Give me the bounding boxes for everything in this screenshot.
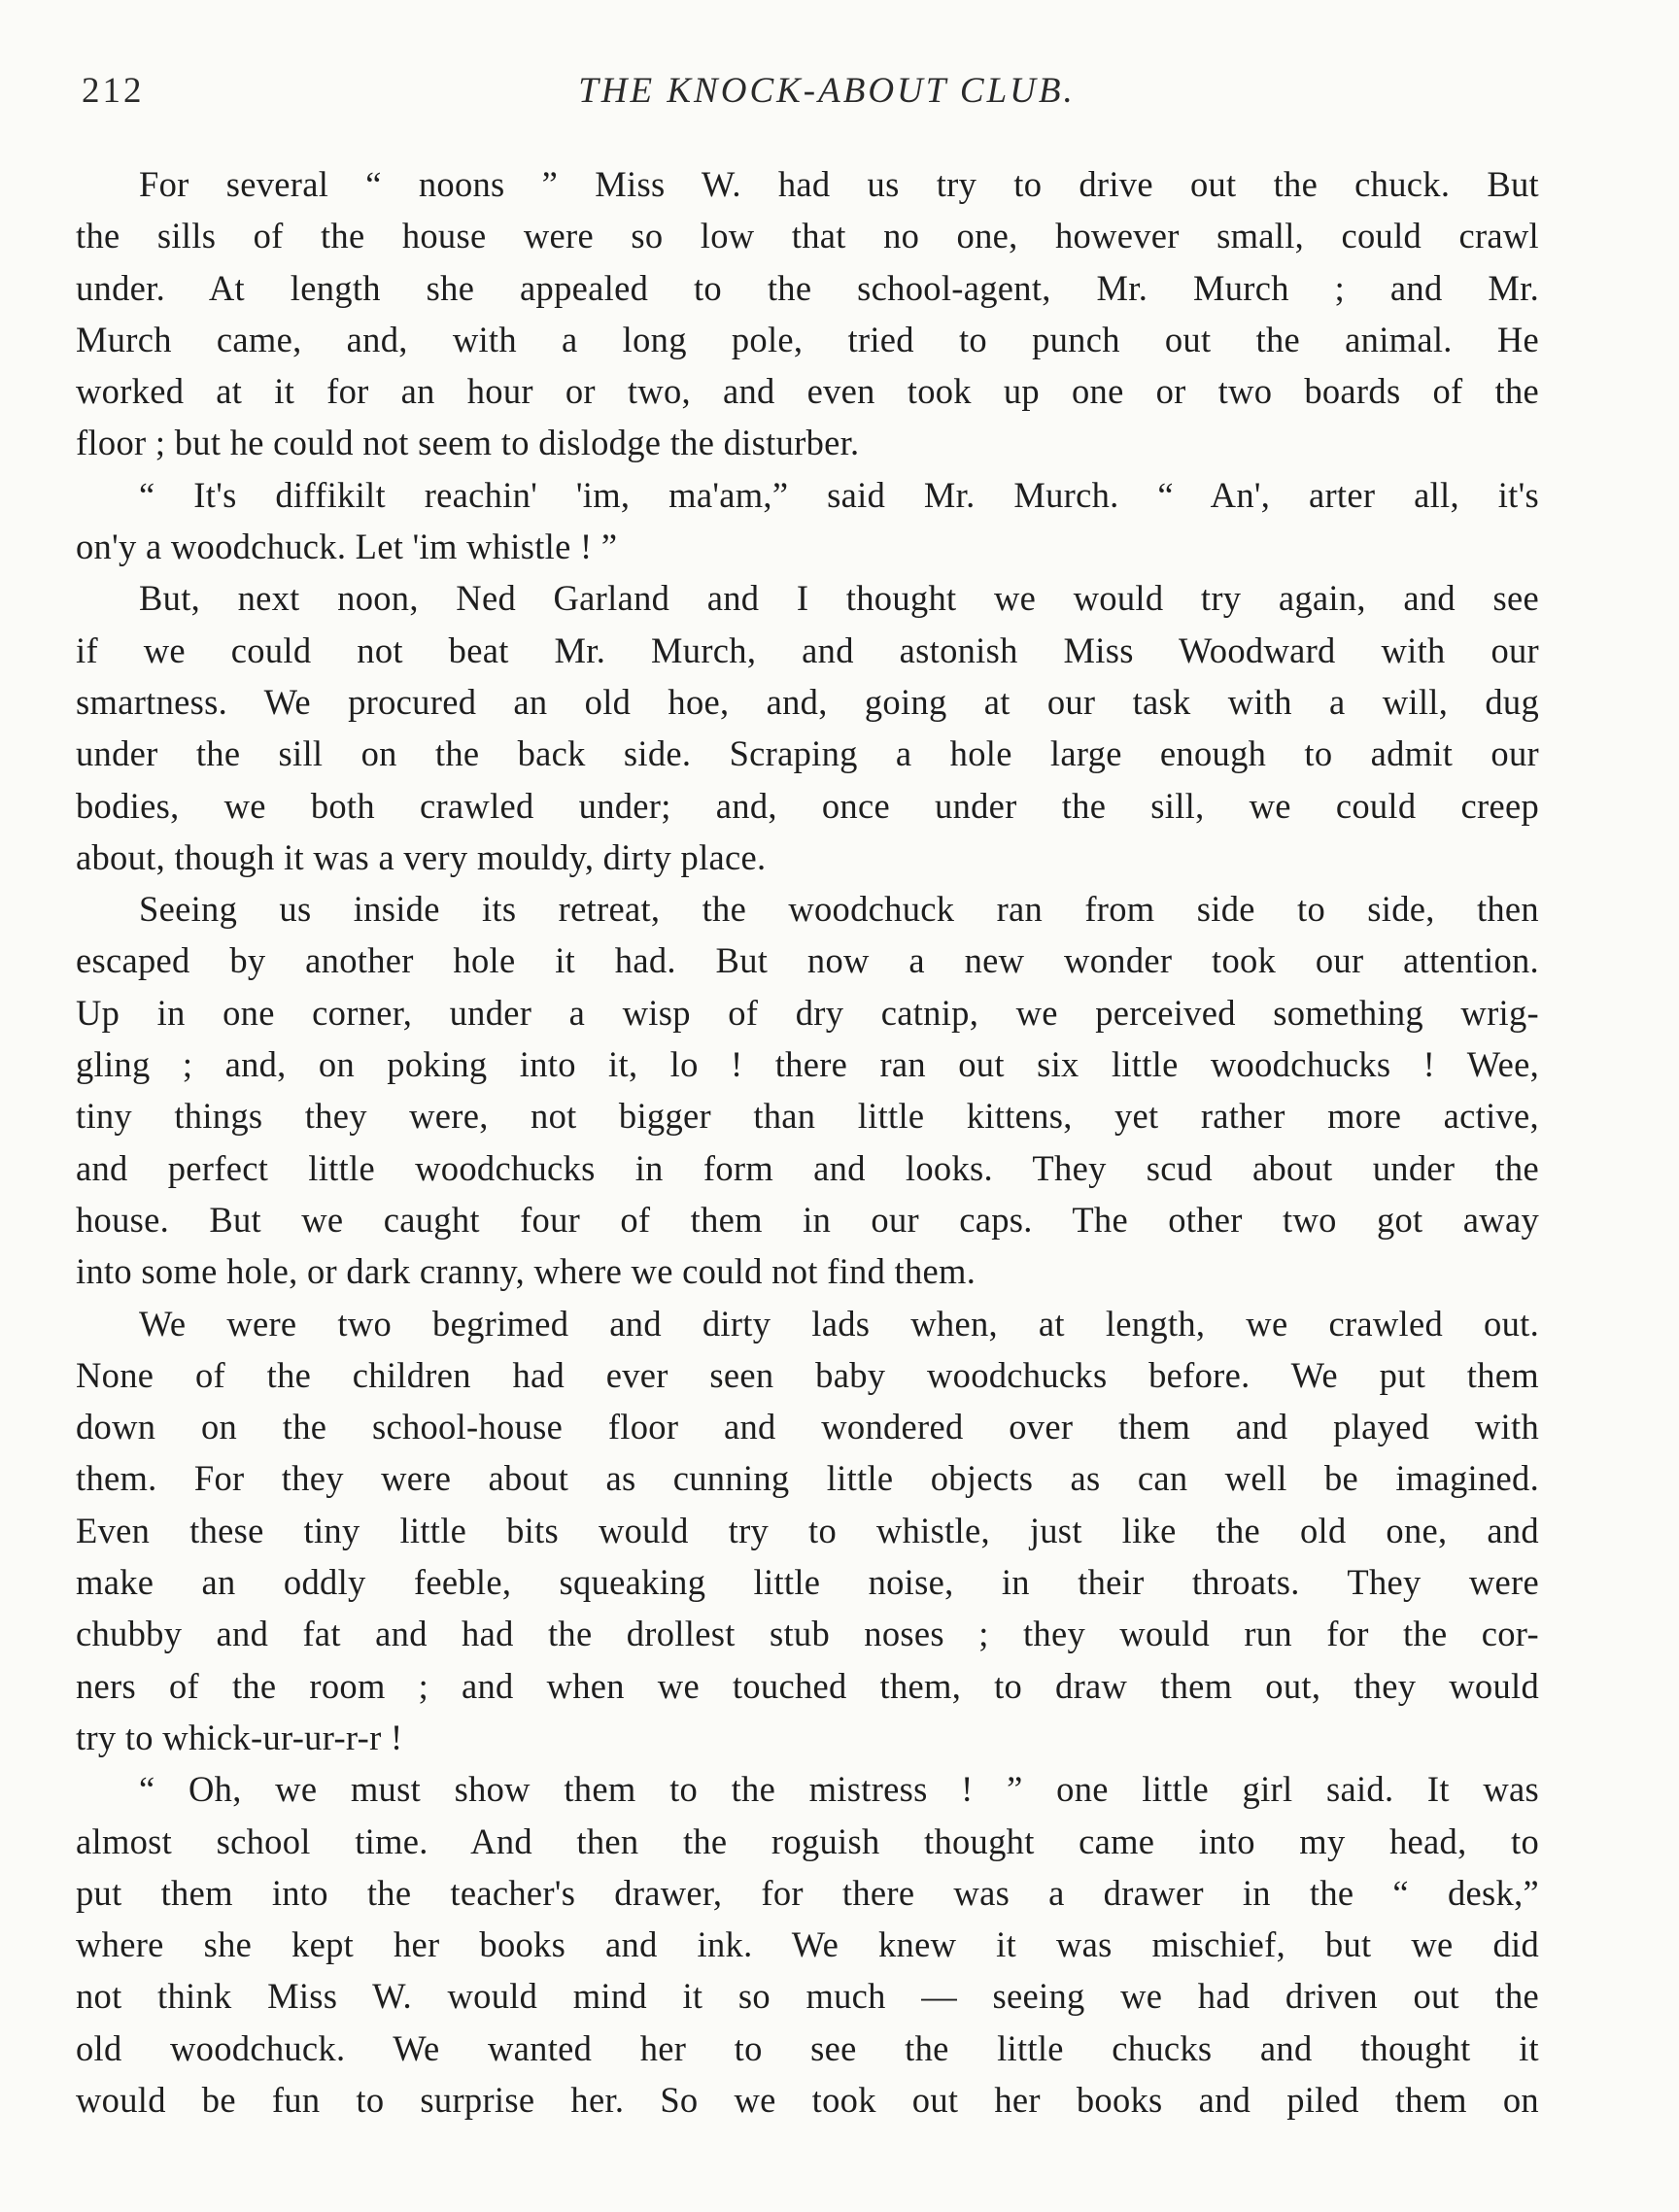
text-line: house. But we caught four of them in our caps. The other two got away <box>76 1199 1539 1240</box>
text-line: None of the children had ever seen baby woodchucks before. We put them <box>76 1354 1539 1395</box>
text-line: chubby and fat and had the drollest stub noses ; they would run for the cor- <box>76 1614 1539 1654</box>
text-line: ners of the room ; and when we touched them, to draw them out, they would <box>76 1665 1539 1706</box>
text-line: Up in one corner, under a wisp of dry catnip, we perceived something wrig- <box>76 992 1539 1033</box>
text-line: under the sill on the back side. Scraping a hole large enough to admit our <box>76 733 1539 774</box>
text-line: “ Oh, we must show them to the mistress ! ” one little girl said. It was <box>139 1769 1539 1810</box>
text-line: where she kept her books and ink. We knew it was mischief, but we did <box>76 1924 1539 1965</box>
text-line: the sills of the house were so low that no one, however small, could crawl <box>76 216 1539 256</box>
body-text <box>76 158 1539 2126</box>
text-line: put them into the teacher's drawer, for there was a drawer in the “ desk,” <box>76 1872 1539 1913</box>
text-line: down on the school-house floor and wondered over them and played with <box>76 1407 1539 1447</box>
text-line: would be fun to surprise her. So we took out her books and piled them on <box>76 2079 1539 2120</box>
text-line: We were two begrimed and dirty lads when, at length, we crawled out. <box>139 1303 1539 1344</box>
text-line: almost school time. And then the roguish thought came into my head, to <box>76 1821 1539 1861</box>
text-line: But, next noon, Ned Garland and I thought we would try again, and see <box>139 578 1539 619</box>
text-line: gling ; and, on poking into it, lo ! there ran out six little woodchucks ! Wee, <box>76 1044 1539 1085</box>
running-head: THE KNOCK-ABOUT CLUB. <box>578 71 1076 111</box>
text-line: floor ; but he could not seem to dislodge the disturber. <box>76 423 860 463</box>
text-line: if we could not beat Mr. Murch, and astonish Miss Woodward with our <box>76 630 1539 670</box>
text-line: under. At length she appealed to the school-agent, Mr. Murch ; and Mr. <box>76 267 1539 308</box>
text-line: them. For they were about as cunning little objects as can well be imagined. <box>76 1458 1539 1499</box>
page-number: 212 <box>82 71 145 111</box>
text-line: try to whick-ur-ur-r-r ! <box>76 1717 403 1757</box>
text-line: make an oddly feeble, squeaking little noise, in their throats. They were <box>76 1562 1539 1603</box>
text-line: For several “ noons ” Miss W. had us try to drive out the chuck. But <box>139 164 1539 204</box>
text-line: worked at it for an hour or two, and even took up one or two boards of the <box>76 371 1539 412</box>
text-line: smartness. We procured an old hoe, and, going at our task with a will, dug <box>76 681 1539 722</box>
text-line: old woodchuck. We wanted her to see the little chucks and thought it <box>76 2027 1539 2068</box>
text-line: “ It's diffikilt reachin' 'im, ma'am,” said Mr. Murch. “ An', arter all, it's <box>139 474 1539 515</box>
text-line: not think Miss W. would mind it so much — seeing we had driven out the <box>76 1976 1539 2017</box>
text-line: Murch came, and, with a long pole, tried to punch out the animal. He <box>76 319 1539 359</box>
page-header <box>82 70 1572 119</box>
text-line: about, though it was a very mouldy, dirty place. <box>76 836 767 877</box>
text-line: into some hole, or dark cranny, where we could not find them. <box>76 1251 977 1292</box>
text-line: escaped by another hole it had. But now a new wonder took our attention. <box>76 940 1539 981</box>
text-line: Even these tiny little bits would try to whistle, just like the old one, and <box>76 1510 1539 1550</box>
text-line: tiny things they were, not bigger than little kittens, yet rather more active, <box>76 1096 1539 1137</box>
text-line: on'y a woodchuck. Let 'im whistle ! ” <box>76 527 618 567</box>
text-line: and perfect little woodchucks in form and looks. They scud about under the <box>76 1147 1539 1188</box>
text-line: Seeing us inside its retreat, the woodchuck ran from side to side, then <box>139 889 1539 930</box>
text-line: bodies, we both crawled under; and, once under the sill, we could creep <box>76 785 1539 826</box>
